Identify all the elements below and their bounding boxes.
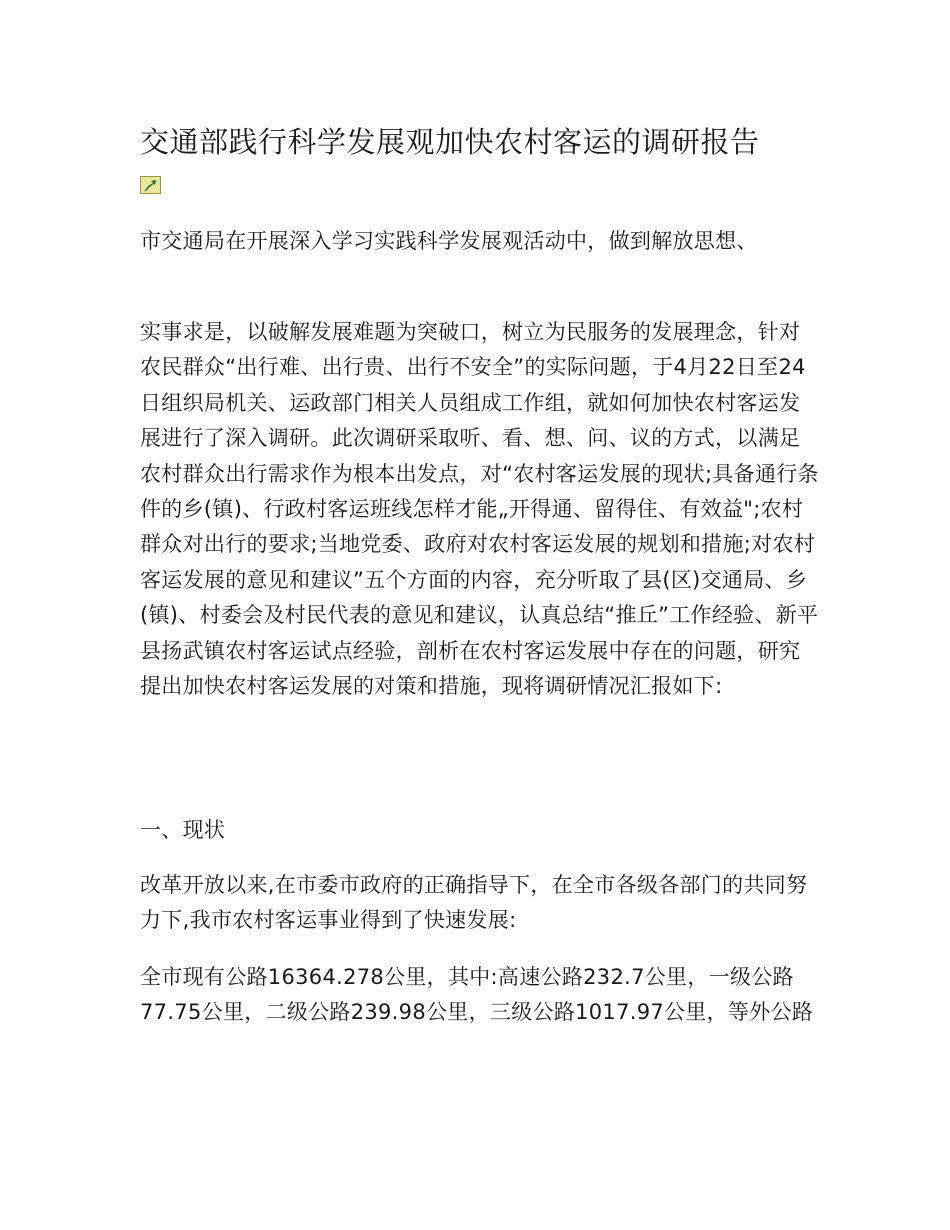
page-title: 交通部践行科学发展观加快农村客运的调研报告 — [140, 125, 760, 159]
section-heading-status: 一、现状 — [140, 818, 226, 842]
document-link-icon[interactable] — [140, 176, 161, 194]
paragraph-intro: 市交通局在开展深入学习实践科学发展观活动中，做到解放思想、 — [140, 229, 758, 253]
paragraph-development: 改革开放以来,在市委市政府的正确指导下，在全市各级各部门的共同努力下,我市农村客运事业得到了快速发展: — [140, 873, 808, 933]
paragraph-road-stats: 全市现有公路16364.278公里，其中:高速公路232.7公里，一级公路77.75公里，二级公路239.98公里，三级公路1017.97公里，等外公路 — [140, 965, 814, 1025]
paragraph-body: 实事求是，以破解发展难题为突破口，树立为民服务的发展理念，针对农民群众“出行难、出行贵、出行不安全”的实际问题，于4月22日至24日组织局机关、运政部门相关人员组成工作组，就如何加快农村客运发展进行了深入调研。此次调研采取听、看、想、问、议的方式，以满足农村群众出行需求作为根本出发点，对“农村客运发展的现状;具备通行条件的乡(镇)、行政村客运班线怎样才能„开得通、留得住、有效益";农村群众对出行的要求;当地党委、政府对农村客运发展的规划和措施;对农村客运发展的意见和建议”五个方面的内容，充分听取了县(区)交通局、乡(镇)、村委会及村民代表的意见和建议，认真总结“推丘”工作经验、新平县扬武镇农村客运试点经验，剖析在农村客运发展中存在的问题，研究提出加快农村客运发展的对策和措施，现将调研情况汇报如下: — [140, 320, 819, 699]
